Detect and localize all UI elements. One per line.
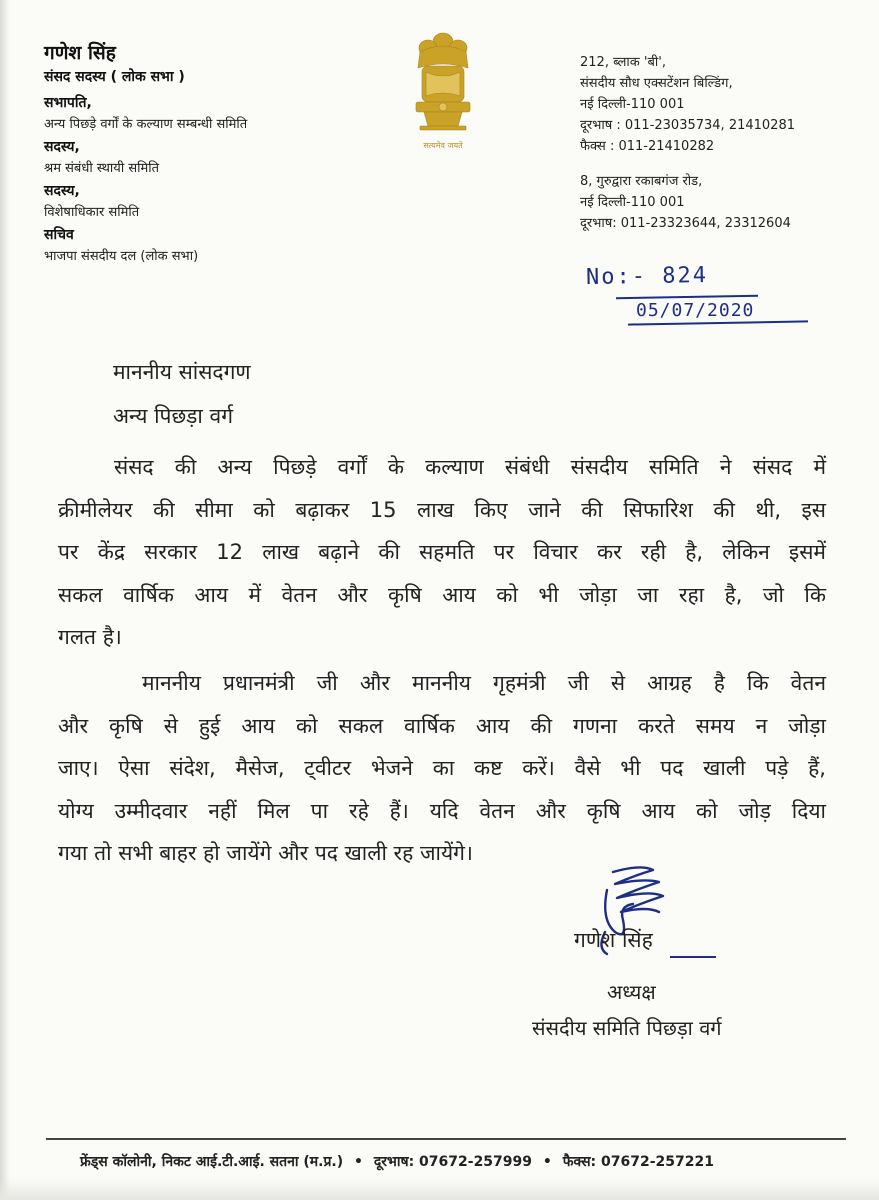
paragraph-1-line: गलत है। <box>58 625 122 649</box>
body-paragraph-1 <box>58 446 826 659</box>
salutation-line-2: अन्य पिछड़ा वर्ग <box>113 404 234 428</box>
footer-fax: फैक्स: 07672-257221 <box>562 1154 714 1170</box>
footer-separator: • <box>542 1154 552 1170</box>
footer-address: फ्रेंड्स कॉलोनी, निकट आई.टी.आई. सतना (म.प्र.) <box>80 1154 344 1170</box>
role-title-3: सदस्य, <box>44 183 80 199</box>
footer-phone: दूरभाष: 07672-257999 <box>373 1154 533 1170</box>
role-committee-2: श्रम संबंधी स्थायी समिति <box>44 161 160 176</box>
salutation-line-1: माननीय सांसदगण <box>113 360 251 384</box>
footer-divider <box>46 1138 846 1140</box>
salutation <box>113 350 251 438</box>
paragraph-2-line: जाए। ऐसा संदेश, मैसेज, ट्वीटर भेजने का कष्ट करें। वैसे भी पद खाली पड़े हैं, <box>58 756 826 780</box>
body-paragraph-2 <box>58 662 826 875</box>
national-emblem-icon <box>398 30 488 158</box>
reference-underline <box>616 295 758 299</box>
paragraph-1-line: सकल वार्षिक आय में वेतन और कृषि आय को भी जोड़ा जा रहा है, जो कि <box>58 582 826 607</box>
signatory-committee: संसदीय समिति पिछड़ा वर्ग <box>532 1016 722 1040</box>
paragraph-2-line: और कृषि से हुई आय को सकल वार्षिक आय की गणना करते समय न जोड़ा <box>58 713 826 738</box>
sender-name: गणेश सिंह <box>44 42 116 64</box>
address1-line1: 212, ब्लाक 'बी', <box>580 55 666 70</box>
role-committee-4: भाजपा संसदीय दल (लोक सभा) <box>44 249 199 264</box>
letterhead-sender <box>44 40 384 268</box>
footer-separator: • <box>354 1154 363 1170</box>
address1-fax: फैक्स : 011-21410282 <box>580 139 715 154</box>
role-title-4: सचिव <box>44 227 74 243</box>
scan-bottom-shadow <box>0 1178 879 1200</box>
paragraph-1-line: क्रीमीलेयर की सीमा को बढ़ाकर 15 लाख किए जाने की सिफारिश की थी, इस <box>58 497 826 522</box>
address1-line3: नई दिल्ली-110 001 <box>580 97 685 112</box>
paragraph-2-line: माननीय प्रधानमंत्री जी और माननीय गृहमंत्री जी से आग्रह है कि वेतन <box>142 671 826 695</box>
reference-date: 05/07/2020 <box>636 300 755 321</box>
paragraph-1-line: संसद की अन्य पिछड़े वर्गों के कल्याण संबंधी संसदीय समिति ने संसद में <box>114 455 826 479</box>
sender-designation: संसद सदस्य ( लोक सभा ) <box>44 69 185 85</box>
footer <box>80 1152 820 1171</box>
paragraph-2-line: गया तो सभी बाहर हो जायेंगे और पद खाली रह जायेंगे। <box>58 841 473 865</box>
address1-phone: दूरभाष : 011-23035734, 21410281 <box>580 118 795 133</box>
address1-line2: संसदीय सौध एक्सटेंशन बिल्डिंग, <box>580 76 733 91</box>
letterhead-addresses <box>580 52 870 234</box>
role-committee-1: अन्य पिछड़े वर्गों के कल्याण सम्बन्धी समिति <box>44 117 248 132</box>
role-title-1: सभापति, <box>44 95 92 111</box>
scan-edge-shadow <box>0 0 10 1200</box>
signature-underline <box>670 956 716 958</box>
paragraph-1-line: पर केंद्र सरकार 12 लाख बढ़ाने की सहमति पर विचार कर रही है, लेकिन इसमें <box>58 540 826 564</box>
emblem-motto: सत्यमेव जयते <box>423 141 463 150</box>
paragraph-2-line: योग्य उम्मीदवार नहीं मिल पा रहे हैं। यदि वेतन और कृषि आय को जोड़ दिया <box>58 798 826 823</box>
address2-line2: नई दिल्ली-110 001 <box>580 195 685 210</box>
address2-phone: दूरभाष: 011-23323644, 23312604 <box>580 216 791 231</box>
role-committee-3: विशेषाधिकार समिति <box>44 205 140 220</box>
reference-number: No:- 824 <box>585 262 709 291</box>
date-underline <box>628 320 808 325</box>
signatory-name: गणेश सिंह <box>574 928 653 952</box>
signatory-role: अध्यक्ष <box>607 980 656 1004</box>
address2-line1: 8, गुरुद्वारा रकाबगंज रोड, <box>580 174 703 189</box>
role-title-2: सदस्य, <box>44 139 80 155</box>
